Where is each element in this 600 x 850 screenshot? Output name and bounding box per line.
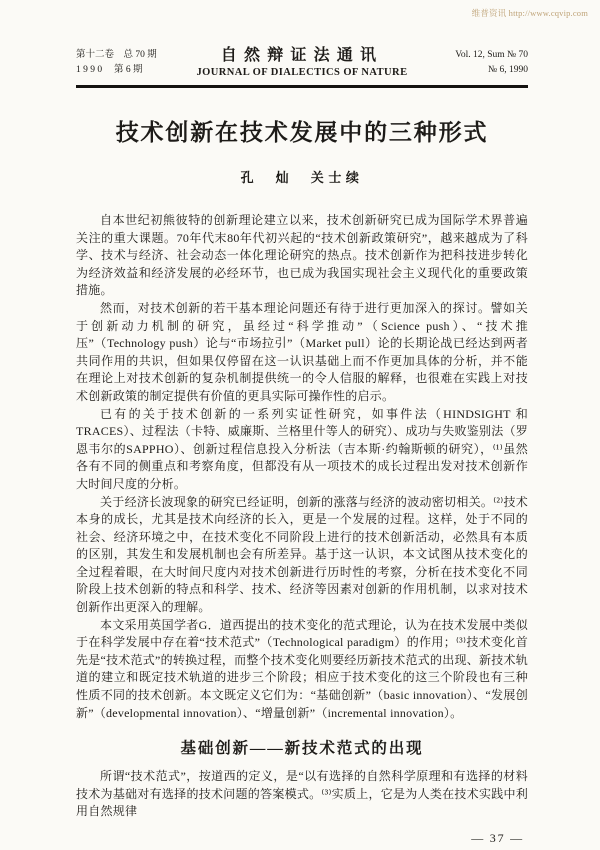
journal-title-cn: 自然辩证法通讯 (220, 47, 384, 64)
issue-info-en-line2: № 6, 1990 (488, 65, 528, 75)
article-body (76, 212, 528, 821)
section-heading-basic-innovation: 基础创新——新技术范式的出现 (180, 740, 424, 758)
journal-title-en: JOURNAL OF DIALECTICS OF NATURE (196, 67, 408, 78)
issue-info-cn-line2: 1 9 9 0 第 6 期 (76, 65, 143, 75)
article-title: 技术创新在技术发展中的三种形式 (115, 120, 489, 145)
paragraph-long-wave: 关于经济长波现象的研究已经证明，创新的涨落与经济的波动密切相关。⁽²⁾技术本身的成长，尤其是技术向经济的长入，更是一个发展的过程。这样，处于不同的社会、经济环境之中，在技术变化不同阶段上进行的技术创新活动，必然具有本质的区别，其发生和发展机制也会有所差异。基于这一认识，本文试图从技术变化的全过程着眼，在大时间尺度内对技术创新进行历时性的考察，分析在技术变化不同阶段上技术创新的特点和科学、技术、经济等因素对创新的作用机制，以求对技术创新作出更深入的理解。 (76, 494, 528, 615)
paragraph-problem: 然而，对技术创新的若干基本理论问题还有待于进行更加深入的探讨。譬如关于创新动力机制的研究，虽经过“科学推动”（Science push）、“技术推压”（Technology push）论与“市场拉引”（Market pull）论的长期论战已经达到两者共同作用的共识，但如果仅停留在这一认识基础上而不作更加具体的分析，并不能在理论上对技术创新的复杂机制提供统一的令人信服的解释，也很难在实践上对技术创新政策的制定提供有价值的更具实际可操作性的启示。 (76, 300, 528, 403)
cqvip-watermark: 维普资讯 http://www.cqvip.com (471, 8, 588, 18)
paragraph-intro: 自本世纪初熊彼特的创新理论建立以来，技术创新研究已成为国际学术界普遍关注的重大课题。70年代末80年代初兴起的“技术创新政策研究”，越来越成为了科学、技术与经济、社会动态一体化理论研究的热点。技术创新作为把科技进步转化为经济效益和经济发展的必经环节，也已成为我国实现社会主义现代化的重要政策措施。 (76, 213, 528, 298)
page-number: — 37 — (471, 831, 524, 845)
journal-masthead (76, 42, 528, 88)
issue-info-cn (76, 48, 196, 78)
issue-info-en (408, 48, 528, 78)
paragraph-paradigm-definition: 所谓“技术范式”，按道西的定义，是“以有选择的自然科学原理和有选择的材料技术为基础对有选择的技术问题的答案模式。⁽³⁾实质上，它是为人类在技术实践中利用自然规律 (76, 769, 528, 819)
issue-info-en-line1: Vol. 12, Sum № 70 (455, 50, 528, 60)
journal-title-block (196, 42, 408, 78)
paragraph-empirical-studies: 已有的关于技术创新的一系列实证性研究，如事件法（HINDSIGHT 和 TRACES）、过程法（卡特、威廉斯、兰格里什等人的研究）、成功与失败鉴别法（罗恩韦尔的SAPPHO）、创新过程信息投入分析法（吉本斯·约翰斯顿的研究），⁽¹⁾虽然各有不同的侧重点和考察角度，但都没有从一项技术的成长过程出发对技术创新作大时间尺度的分析。 (76, 406, 528, 491)
paragraph-paradigm-theory: 本文采用英国学者G．道西提出的技术变化的范式理论，认为在技术发展中类似于在科学发展中存在着“技术范式”（Technological paradigm）的作用；⁽³⁾技术变化首先是“技术范式”的转换过程，而整个技术变化则要经历新技术范式的出现、新技术轨道的建立和既定技术轨道的进步三个阶段；相应于技术变化的这三个阶段也有三种性质不同的技术创新。本文既定义它们为：“基础创新”（basic innovation）、“发展创新”（developmental innovation）、“增量创新”（incremental innovation）。 (76, 617, 528, 720)
article-authors: 孔 灿 关士续 (240, 170, 364, 185)
issue-info-cn-line1: 第十二卷 总 70 期 (76, 50, 157, 60)
page-content (76, 42, 528, 846)
